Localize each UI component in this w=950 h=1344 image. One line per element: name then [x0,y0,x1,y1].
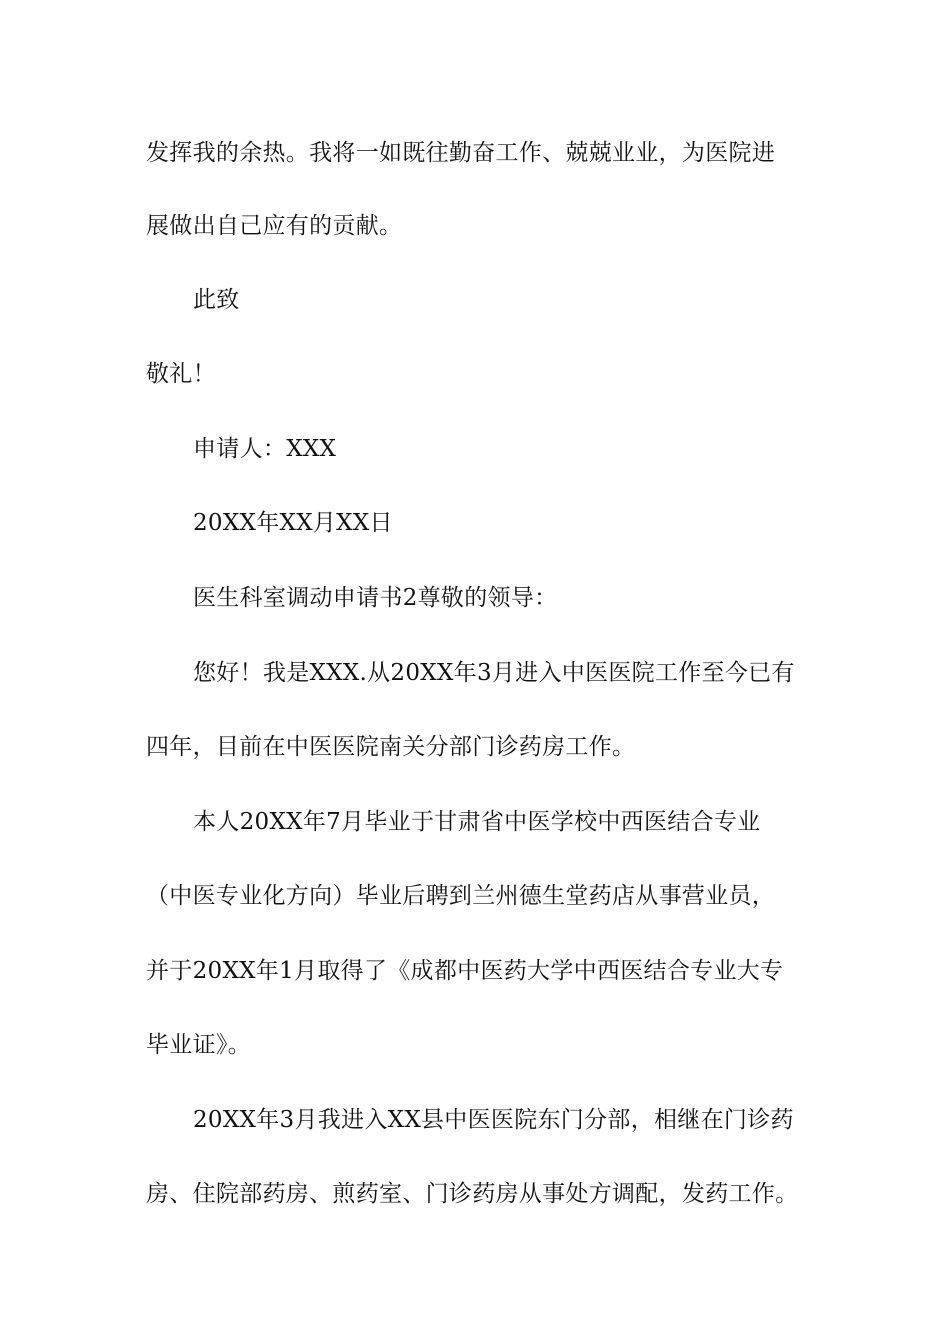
closing-salutation: 此致 [193,287,240,313]
text-line: 展做出自己应有的贡献。 [146,213,403,239]
text-line: 并于20XX年1月取得了《成都中医药大学中西医结合专业大专 [146,958,784,984]
section-heading: 医生科室调动申请书2尊敬的领导： [193,585,558,611]
date-line: 20XX年XX月XX日 [193,510,393,536]
text-line: 房、住院部药房、煎药室、门诊药房从事处方调配，发药工作。 [146,1181,799,1207]
closing-regards: 敬礼！ [146,361,216,387]
text-line: 您好！我是XXX.从20XX年3月进入中医医院工作至今已有 [193,660,795,686]
text-line: 本人20XX年7月毕业于甘肃省中医学校中西医结合专业 [193,809,761,835]
text-line: 发挥我的余热。我将一如既往勤奋工作、兢兢业业，为医院进 [146,140,776,166]
text-line: 毕业证》。 [146,1032,251,1058]
applicant-signature: 申请人：XXX [193,436,337,462]
text-line: 四年，目前在中医医院南关分部门诊药房工作。 [146,734,636,760]
text-line: 20XX年3月我进入XX县中医医院东门分部，相继在门诊药 [193,1107,794,1133]
text-line: （中医专业化方向）毕业后聘到兰州德生堂药店从事营业员， [146,883,776,909]
